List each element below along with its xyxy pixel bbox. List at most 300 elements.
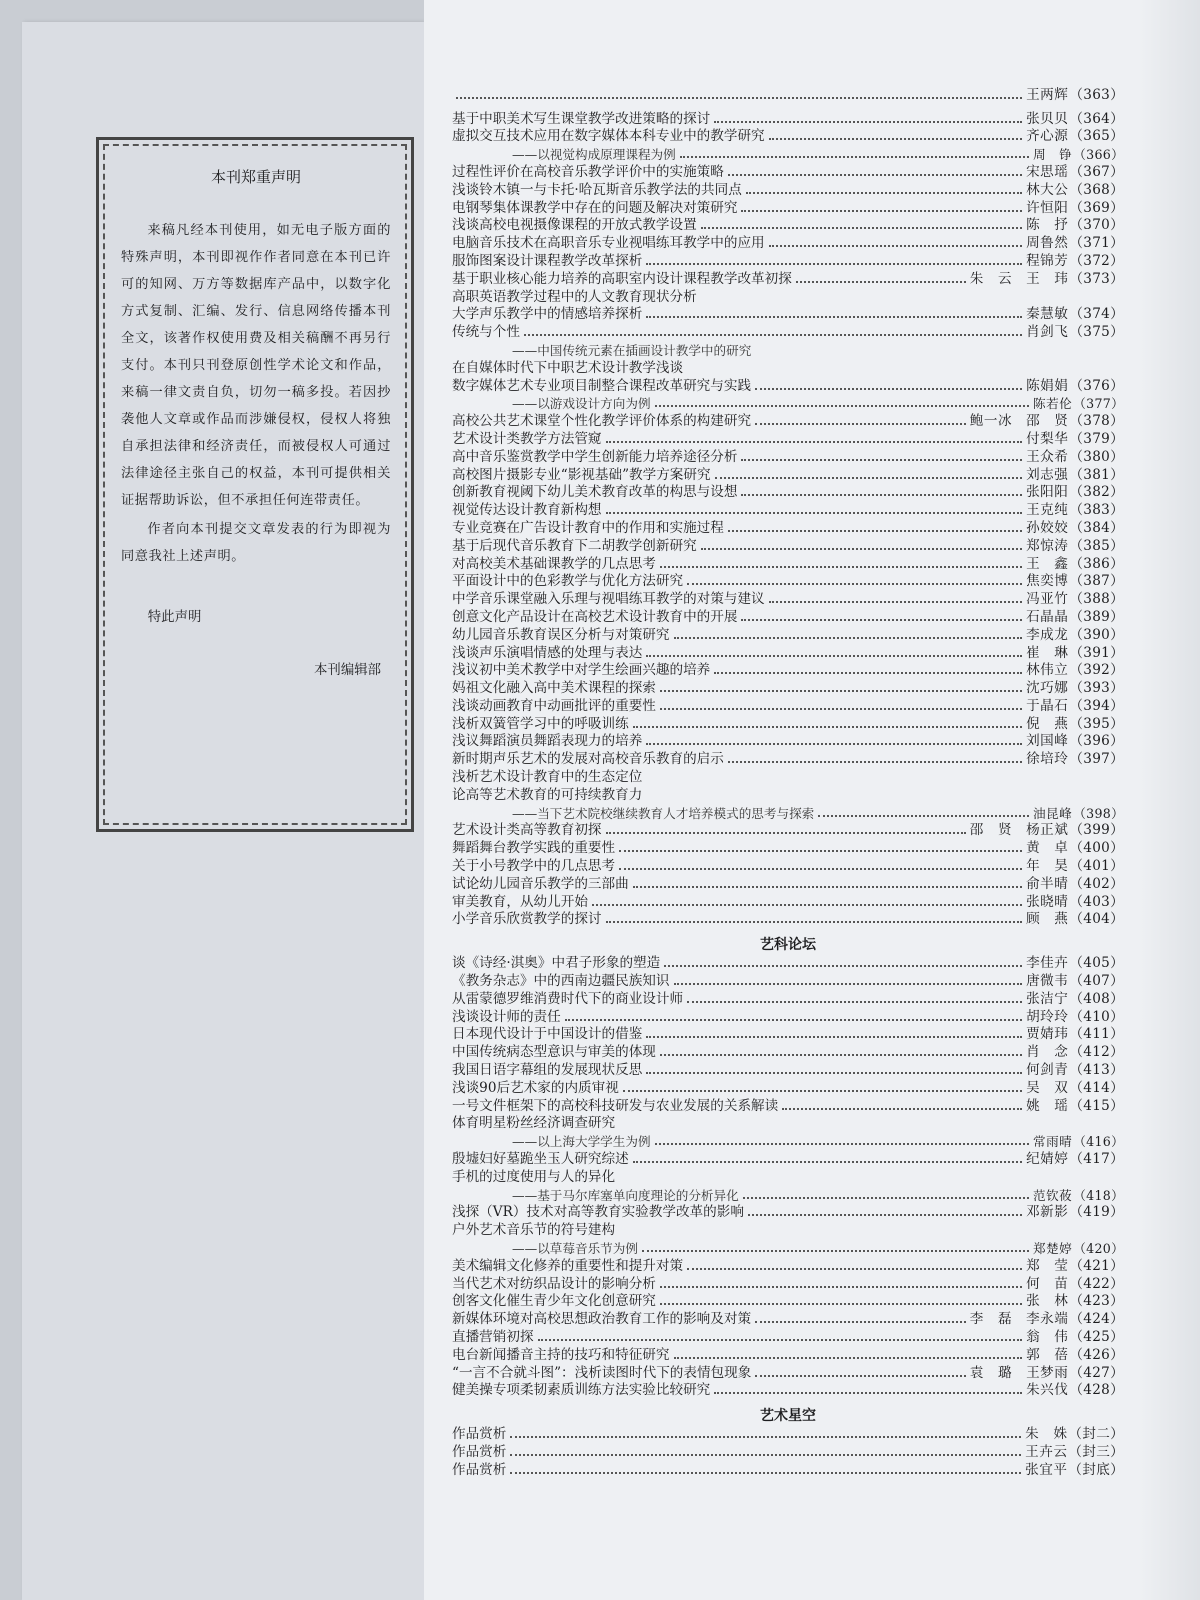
toc-author: 冯亚竹: [1026, 591, 1069, 608]
toc-title: 浅谈高校电视摄像课程的开放式教学设置: [452, 217, 697, 234]
leader-dots: [619, 868, 1022, 870]
toc-part-3: [452, 1425, 1124, 1478]
toc-title: 高校公共艺术课堂个性化教学评价体系的构建研究: [452, 413, 752, 430]
toc-author: 王梦雨: [1026, 1364, 1069, 1381]
toc-page: （399）: [1069, 822, 1124, 839]
leader-dots: [646, 655, 1022, 657]
leader-dots: [818, 815, 1029, 817]
leader-dots: [646, 1072, 1022, 1074]
notice-paragraph-consent: 作者向本刊提交文章发表的行为即视为同意我社上述声明。: [121, 522, 391, 564]
toc-title: 论高等艺术教育的可持续教育力: [452, 786, 643, 803]
toc-author: 郑 莹: [1026, 1257, 1069, 1274]
toc-entry: [452, 270, 1124, 288]
toc-author: 沈巧娜: [1026, 680, 1069, 697]
toc-title: 过程性评价在高校音乐教学评价中的实施策略: [452, 163, 724, 180]
toc-page: （395）: [1069, 715, 1124, 732]
toc-page: （381）: [1069, 466, 1124, 483]
toc-subtitle-row: [452, 1239, 1124, 1257]
toc-entry: [452, 954, 1124, 972]
notice-editorial-office: 本刊编辑部: [314, 663, 381, 678]
toc-title: 大学声乐教学中的情感培养探析: [452, 306, 643, 323]
toc-page: （398）: [1073, 805, 1124, 821]
toc-entry: [452, 911, 1124, 929]
toc-page: （416）: [1073, 1134, 1124, 1150]
toc-entry: [452, 252, 1124, 270]
toc-title: 作品赏析: [452, 1461, 507, 1478]
toc-title: 虚拟交互技术应用在数字媒体本科专业中的教学研究: [452, 128, 765, 145]
toc-entry: [452, 1257, 1124, 1275]
toc-page: （428）: [1069, 1382, 1124, 1399]
toc-author: 范钦莜: [1032, 1187, 1073, 1203]
toc-author: 林伟立: [1026, 662, 1069, 679]
toc-coauthor: 李 磊: [969, 1311, 1013, 1328]
toc-title: 传统与个性: [452, 324, 520, 341]
toc-title: 体育明星粉丝经济调查研究: [452, 1115, 616, 1132]
toc-author: 郑惊涛: [1026, 537, 1069, 554]
toc-page: （413）: [1069, 1062, 1124, 1079]
toc-page: （封三）: [1068, 1443, 1124, 1460]
leader-dots: [660, 1054, 1022, 1056]
toc-entry: [452, 679, 1124, 697]
toc-page: （368）: [1069, 181, 1124, 198]
toc-page: （392）: [1069, 662, 1124, 679]
toc-entry: [452, 110, 1124, 128]
toc-entry: [452, 839, 1124, 857]
toc-page: （380）: [1069, 448, 1124, 465]
leader-dots: [687, 583, 1022, 585]
toc-author: 杨正斌: [1026, 822, 1069, 839]
leader-dots: [456, 97, 1022, 99]
toc-entry: [452, 128, 1124, 146]
toc-title: 基于中职美术写生课堂教学改进策略的探讨: [452, 110, 711, 127]
toc-title: 试论幼儿园音乐教学的三部曲: [452, 875, 629, 892]
toc-entry: [452, 750, 1124, 768]
toc-title: 日本现代设计于中国设计的借鉴: [452, 1026, 643, 1043]
toc-entry: [452, 1204, 1124, 1222]
leader-dots: [633, 726, 1022, 728]
toc-author: 石晶晶: [1026, 608, 1069, 625]
toc-author: 王卉云: [1025, 1443, 1068, 1460]
toc-author: 秦慧敏: [1026, 306, 1069, 323]
toc-page: （412）: [1069, 1044, 1124, 1061]
toc-page: （382）: [1069, 484, 1124, 501]
toc-coauthor: 朱 云: [969, 270, 1013, 287]
toc-author: 唐微韦: [1026, 973, 1069, 990]
toc-title: 电台新闻播音主持的技巧和特征研究: [452, 1346, 670, 1363]
toc-subtitle: ——基于马尔库塞单向度理论的分析异化: [512, 1187, 739, 1203]
table-of-contents: [452, 86, 1124, 1479]
toc-author: 顾 燕: [1026, 911, 1069, 928]
toc-entry: [452, 306, 1124, 324]
toc-entry: [452, 1364, 1124, 1382]
toc-entry: [452, 1328, 1124, 1346]
toc-title: 浅探（VR）技术对高等教育实验教学改革的影响: [452, 1204, 744, 1221]
toc-title: 作品赏析: [452, 1426, 507, 1443]
leader-dots: [642, 1250, 1029, 1252]
toc-title: 美术编辑文化修养的重要性和提升对策: [452, 1257, 684, 1274]
toc-author: 王众希: [1026, 448, 1069, 465]
toc-title: 浅谈动画教育中动画批评的重要性: [452, 697, 656, 714]
toc-title: 创新教育视阈下幼儿美术教育改革的构思与设想: [452, 484, 738, 501]
toc-page: （423）: [1069, 1293, 1124, 1310]
leader-dots: [701, 227, 1022, 229]
toc-author: 常雨晴: [1032, 1134, 1073, 1150]
notice-inner-border: [103, 144, 407, 825]
toc-title: 浅析双簧管学习中的呼吸训练: [452, 715, 629, 732]
toc-page: （415）: [1069, 1097, 1124, 1114]
toc-page: （378）: [1069, 413, 1124, 430]
toc-title: 中学音乐课堂融入乐理与视唱练耳教学的对策与建议: [452, 591, 765, 608]
toc-title: 专业竞赛在广告设计教育中的作用和实施过程: [452, 519, 724, 536]
toc-entry: [452, 697, 1124, 715]
toc-entry: [452, 1310, 1124, 1328]
toc-entry: [452, 359, 1124, 377]
toc-author: 徐培玲: [1026, 751, 1069, 768]
toc-author: 邵 贤: [1026, 413, 1069, 430]
toc-entry: [452, 893, 1124, 911]
toc-entry: [452, 323, 1124, 341]
leader-dots: [769, 138, 1022, 140]
toc-page: （401）: [1069, 858, 1124, 875]
toc-author: 张阳阳: [1026, 484, 1069, 501]
toc-entry: [452, 1043, 1124, 1061]
notice-sign: 特此声明: [147, 610, 202, 625]
toc-page: （376）: [1069, 377, 1124, 394]
toc-page: （400）: [1069, 840, 1124, 857]
leader-dots: [510, 1454, 1021, 1456]
toc-entry: [452, 217, 1124, 235]
toc-subtitle: ——以上海大学学生为例: [512, 1134, 651, 1150]
toc-author: 倪 燕: [1026, 715, 1069, 732]
toc-entry: [452, 1346, 1124, 1364]
toc-page: （364）: [1069, 110, 1124, 127]
toc-author: 王克纯: [1026, 502, 1069, 519]
toc-author: 邓新影: [1026, 1204, 1069, 1221]
leader-dots: [660, 690, 1022, 692]
toc-author: 吴 双: [1026, 1079, 1069, 1096]
toc-coauthor: 鲍一冰: [969, 413, 1013, 430]
toc-page: （411）: [1069, 1026, 1124, 1043]
toc-author: 陈若伦: [1032, 396, 1073, 412]
toc-entry: [452, 768, 1124, 786]
toc-part-1: [452, 110, 1124, 929]
toc-author: 朱 姝: [1025, 1426, 1068, 1443]
toc-page: （369）: [1069, 199, 1124, 216]
toc-author: 年 昊: [1026, 858, 1069, 875]
toc-title: 审美教育，从幼儿开始: [452, 893, 588, 910]
toc-entry: [452, 519, 1124, 537]
toc-author: 张 林: [1026, 1293, 1069, 1310]
toc-entry: [452, 555, 1124, 573]
leader-dots: [619, 850, 1022, 852]
toc-page: （384）: [1069, 519, 1124, 536]
toc-entry: [452, 234, 1124, 252]
toc-title: 《教务杂志》中的西南边疆民族知识: [452, 973, 670, 990]
toc-title: 艺术设计类教学方法管窥: [452, 430, 602, 447]
toc-entry: [452, 608, 1124, 626]
leader-dots: [623, 1090, 1022, 1092]
toc-title: 浅议舞蹈演员舞蹈表现力的培养: [452, 733, 643, 750]
leader-dots: [728, 530, 1022, 532]
section-title-yike-luntan: 艺科论坛: [760, 937, 816, 954]
toc-title: 幼儿园音乐教育误区分析与对策研究: [452, 626, 670, 643]
toc-author: 郑楚婷: [1032, 1241, 1073, 1256]
toc-entry: [452, 1150, 1124, 1168]
toc-title: 艺术设计类高等教育初探: [452, 822, 602, 839]
toc-title: 谈《诗经·淇奥》中君子形象的塑造: [452, 955, 661, 972]
toc-page: （396）: [1069, 733, 1124, 750]
leader-dots: [755, 1375, 965, 1377]
toc-title: 舞蹈舞台教学实践的重要性: [452, 840, 616, 857]
toc-author: 张晓晴: [1026, 893, 1069, 910]
toc-title: 电钢琴集体课教学中存在的问题及解决对策研究: [452, 199, 738, 216]
toc-title: 高校图片摄影专业“影视基础”教学方案研究: [452, 466, 711, 483]
toc-author: 孙姣姣: [1026, 519, 1069, 536]
toc-entry: [452, 1425, 1124, 1443]
leader-dots: [606, 441, 1023, 443]
toc-author: 刘国峰: [1026, 733, 1069, 750]
toc-page: （420）: [1073, 1241, 1124, 1256]
leader-dots: [714, 672, 1022, 674]
toc-entry: [452, 1097, 1124, 1115]
toc-author: 俞半晴: [1026, 875, 1069, 892]
toc-page: （402）: [1069, 875, 1124, 892]
toc-title: 浅谈90后艺术家的内质审视: [452, 1079, 619, 1096]
toc-coauthor: 袁 璐: [969, 1364, 1013, 1381]
leader-dots: [674, 1357, 1023, 1359]
leader-dots: [660, 566, 1022, 568]
toc-entry: [452, 1221, 1124, 1239]
toc-author: 黄 卓: [1026, 840, 1069, 857]
leader-dots: [633, 1161, 1022, 1163]
toc-title: 我国日语字幕组的发展现状反思: [452, 1062, 643, 1079]
toc-entry: [452, 466, 1124, 484]
toc-entry: [452, 715, 1124, 733]
toc-entry: [452, 1026, 1124, 1044]
toc-entry: [452, 573, 1124, 591]
toc-title: 浅谈声乐演唱情感的处理与表达: [452, 644, 643, 661]
toc-entry: [452, 412, 1124, 430]
toc-page: （367）: [1069, 163, 1124, 180]
toc-entry: [452, 590, 1124, 608]
leader-dots: [714, 121, 1022, 123]
leader-dots: [755, 1321, 966, 1323]
toc-entry: [452, 733, 1124, 751]
leader-dots: [664, 965, 1022, 967]
toc-page: （422）: [1069, 1275, 1124, 1292]
toc-subtitle-row: [452, 1132, 1124, 1150]
leader-dots: [633, 886, 1022, 888]
toc-author: 宋思瑶: [1026, 163, 1069, 180]
toc-page: （389）: [1069, 608, 1124, 625]
toc-author: 胡玲玲: [1026, 1008, 1069, 1025]
leader-dots: [741, 459, 1022, 461]
leader-dots: [796, 281, 966, 283]
leader-dots: [680, 156, 1029, 158]
leader-dots: [741, 210, 1022, 212]
toc-title: 基于后现代音乐教育下二胡教学创新研究: [452, 537, 697, 554]
notice-paragraph: 来稿凡经本刊使用，如无电子版方面的特殊声明，本刊即视作作者同意在本刊已许可的知网、万方等数据库产品中，以数字化方式复制、汇编、发行、信息网络传播本刊全文，该著作权使用费及相关稿酬不再另行支付。本刊只刊登原创性学术论文和作品，来稿一律文责自负，切勿一稿多投。若因抄袭他人文章或作品而涉嫌侵权，侵权人将独自承担法律和经济责任，而被侵权人可通过法律途径主张自己的权益，本刊可提供相关证据帮助诉讼，但不承担任何连带责任。: [121, 223, 391, 508]
toc-coauthor: 邵 贤: [969, 822, 1013, 839]
toc-page: （419）: [1069, 1204, 1124, 1221]
toc-entry: [452, 537, 1124, 555]
toc-title: 浅析艺术设计教育中的生态定位: [452, 769, 643, 786]
toc-entry: [452, 1461, 1124, 1479]
leader-dots: [782, 1108, 1022, 1110]
toc-author: 李成龙: [1026, 626, 1069, 643]
toc-title: 新媒体环境对高校思想政治教育工作的影响及对策: [452, 1311, 752, 1328]
toc-entry: [452, 1382, 1124, 1400]
toc-title: 健美操专项柔韧素质训练方法实验比较研究: [452, 1382, 711, 1399]
toc-author: 王 鑫: [1026, 555, 1069, 572]
toc-author: 姚 瑶: [1026, 1097, 1069, 1114]
toc-page: （397）: [1069, 751, 1124, 768]
toc-author: 于晶石: [1026, 697, 1069, 714]
leader-dots: [755, 388, 1022, 390]
toc-entry: [452, 786, 1124, 804]
toc-author: 陈 抒: [1026, 217, 1069, 234]
leader-dots: [538, 1339, 1023, 1341]
toc-page: （370）: [1069, 217, 1124, 234]
toc-title: 从雷蒙德罗维消费时代下的商业设计师: [452, 990, 684, 1007]
toc-entry: [452, 1293, 1124, 1311]
toc-page: （386）: [1069, 555, 1124, 572]
toc-title: 新时期声乐艺术的发展对高校音乐教育的启示: [452, 751, 724, 768]
toc-title: 在自媒体时代下中职艺术设计教学浅谈: [452, 359, 684, 376]
toc-page: （408）: [1069, 990, 1124, 1007]
toc-title: 浅谈设计师的责任: [452, 1008, 561, 1025]
toc-title: 殷墟妇好墓跪坐玉人研究综述: [452, 1151, 629, 1168]
toc-title: 一号文件框架下的高校科技研发与农业发展的关系解读: [452, 1097, 779, 1114]
toc-entry: [452, 1115, 1124, 1133]
toc-page: （414）: [1069, 1079, 1124, 1096]
toc-page: （393）: [1069, 680, 1124, 697]
leader-dots: [687, 1001, 1022, 1003]
toc-page: （383）: [1069, 502, 1124, 519]
toc-page: （387）: [1069, 573, 1124, 590]
toc-entry: [452, 662, 1124, 680]
toc-entry-continued: [452, 86, 1124, 104]
leader-dots: [687, 1268, 1022, 1270]
toc-author: 林大公: [1026, 181, 1069, 198]
leader-dots: [701, 548, 1022, 550]
toc-entry: [452, 822, 1124, 840]
toc-author: 张洁宁: [1026, 990, 1069, 1007]
leader-dots: [510, 1436, 1021, 1438]
leader-dots: [592, 904, 1022, 906]
leader-dots: [646, 316, 1022, 318]
toc-title: 当代艺术对纺织品设计的影响分析: [452, 1275, 656, 1292]
toc-entry: [452, 972, 1124, 990]
toc-entry: [452, 1275, 1124, 1293]
leader-dots: [769, 245, 1022, 247]
toc-title: 高职英语教学过程中的人文教育现状分析: [452, 288, 697, 305]
toc-title: 户外艺术音乐节的符号建构: [452, 1222, 616, 1239]
leader-dots: [646, 743, 1022, 745]
toc-entry: [452, 1008, 1124, 1026]
toc-title: 关于小号教学中的几点思考: [452, 858, 616, 875]
leader-dots: [715, 477, 1022, 479]
leader-dots: [748, 1214, 1022, 1216]
toc-entry: [452, 430, 1124, 448]
toc-entry: [452, 484, 1124, 502]
leader-dots: [646, 263, 1022, 265]
toc-page: （418）: [1073, 1187, 1124, 1203]
toc-page: （371）: [1069, 235, 1124, 252]
leader-dots: [565, 1019, 1022, 1021]
toc-page: （407）: [1069, 973, 1124, 990]
leader-dots: [674, 983, 1023, 985]
leader-dots: [655, 1143, 1029, 1145]
toc-author: 程锦芳: [1026, 252, 1069, 269]
toc-title: 小学音乐欣赏教学的探讨: [452, 911, 602, 928]
toc-author: 朱兴伐: [1026, 1382, 1069, 1399]
toc-author: 李佳卉: [1026, 955, 1069, 972]
leader-dots: [746, 192, 1022, 194]
toc-entry: [452, 181, 1124, 199]
toc-subtitle-row: [452, 341, 1124, 359]
toc-page: （363）: [1069, 86, 1124, 103]
leader-dots: [714, 1392, 1022, 1394]
toc-part-2: [452, 954, 1124, 1399]
toc-page: （365）: [1069, 128, 1124, 145]
toc-title: 基于职业核心能力培养的高职室内设计课程教学改革初探: [452, 270, 792, 287]
toc-author: 付梨华: [1026, 430, 1069, 447]
toc-author: 周 铮: [1032, 147, 1073, 163]
toc-page: （425）: [1069, 1328, 1124, 1345]
toc-author: 肖 念: [1026, 1044, 1069, 1061]
leader-dots: [606, 921, 1023, 923]
leader-dots: [728, 174, 1022, 176]
toc-author: 郭 蓓: [1026, 1346, 1069, 1363]
leader-dots: [755, 423, 966, 425]
toc-entry: [452, 199, 1124, 217]
toc-title: 创客文化催生青少年文化创意研究: [452, 1293, 656, 1310]
toc-page: （394）: [1069, 697, 1124, 714]
toc-author: 刘志强: [1026, 466, 1069, 483]
toc-author: 何 苗: [1026, 1275, 1069, 1292]
toc-title: 浅议初中美术教学中对学生绘画兴趣的培养: [452, 662, 711, 679]
toc-entry: [452, 644, 1124, 662]
toc-page: （388）: [1069, 591, 1124, 608]
leader-dots: [660, 708, 1022, 710]
leader-dots: [655, 405, 1029, 407]
toc-page: （375）: [1069, 324, 1124, 341]
toc-page: （403）: [1069, 893, 1124, 910]
toc-entry: [452, 501, 1124, 519]
leader-dots: [524, 334, 1022, 336]
toc-title: 手机的过度使用与人的异化: [452, 1168, 616, 1185]
toc-page: （封二）: [1068, 1426, 1124, 1443]
toc-page: （421）: [1069, 1257, 1124, 1274]
toc-author: 焦奕博: [1026, 573, 1069, 590]
toc-entry: [452, 377, 1124, 395]
toc-author: 翁 伟: [1026, 1328, 1069, 1345]
toc-author: 何剑青: [1026, 1062, 1069, 1079]
toc-author: 油昆峰: [1032, 805, 1073, 821]
notice-box: [96, 137, 414, 832]
toc-title: 电脑音乐技术在高职音乐专业视唱练耳教学中的应用: [452, 235, 765, 252]
leader-dots: [646, 1036, 1022, 1038]
leader-dots: [606, 512, 1023, 514]
toc-author: 王两辉: [1026, 86, 1069, 103]
toc-subtitle: ——当下艺术院校继续教育人才培养模式的思考与探索: [512, 805, 815, 821]
toc-page: （379）: [1069, 430, 1124, 447]
toc-page: （424）: [1069, 1311, 1124, 1328]
toc-title: 对高校美术基础课教学的几点思考: [452, 555, 656, 572]
toc-author: 王 玮: [1026, 270, 1069, 287]
toc-entry: [452, 288, 1124, 306]
